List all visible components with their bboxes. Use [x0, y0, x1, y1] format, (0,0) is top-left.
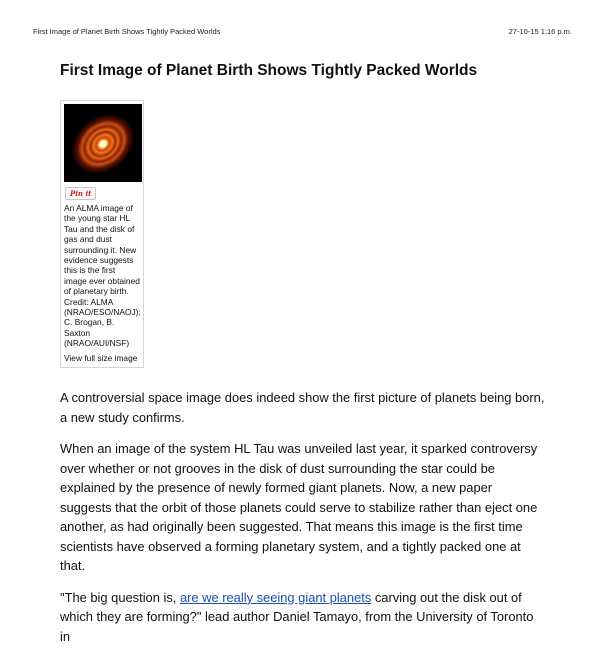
article-body: [60, 388, 545, 646]
paragraph: A controversial space image does indeed show the first picture of planets being born, a new study confirms.: [60, 390, 545, 425]
paragraph: When an image of the system HL Tau was unveiled last year, it sparked controversy over whether or not grooves in the disk of dust surrounding the star could be explained by the presence of newly formed giant planets. Now, a new paper suggests that the orbit of those planets could serve to stabilize rather than eject one another, as had originally been suggested. That means this image is the first time scientists have observed a forming planetary system, and a tightly packed one at that.: [60, 441, 538, 574]
quote-lead: "The big question is,: [60, 589, 180, 605]
article-headline: First Image of Planet Birth Shows Tightly Packed Worlds: [60, 62, 478, 79]
giant-planets-link[interactable]: are we really seeing giant planets: [179, 589, 372, 605]
figure-caption: An ALMA image of the young star HL Tau and the disk of gas and dust surrounding it. New evidence suggests this is the first image ever obtained of planetary birth. Credit: ALMA (NRAO/ESO/NAOJ); C. Brogan, B. Saxton (NRAO/AUI/NSF): [64, 203, 141, 349]
print-header-datetime: 27-10-15 1:16 p.m.: [508, 27, 572, 36]
print-header-title: First Image of Planet Birth Shows Tightly Packed Worlds: [33, 27, 221, 36]
pin-it-button[interactable]: Pin it: [65, 187, 96, 200]
article: [60, 62, 545, 658]
view-full-size-link[interactable]: View full size image: [64, 352, 138, 363]
print-header: [33, 27, 572, 36]
quote-paragraph: [60, 588, 545, 647]
article-figure: [60, 100, 144, 368]
hl-tau-disk-image: [64, 104, 142, 182]
quote-tail: carving out the disk out of which they are forming?" lead author Daniel Tamayo, from the University of Toronto in: [60, 589, 534, 644]
